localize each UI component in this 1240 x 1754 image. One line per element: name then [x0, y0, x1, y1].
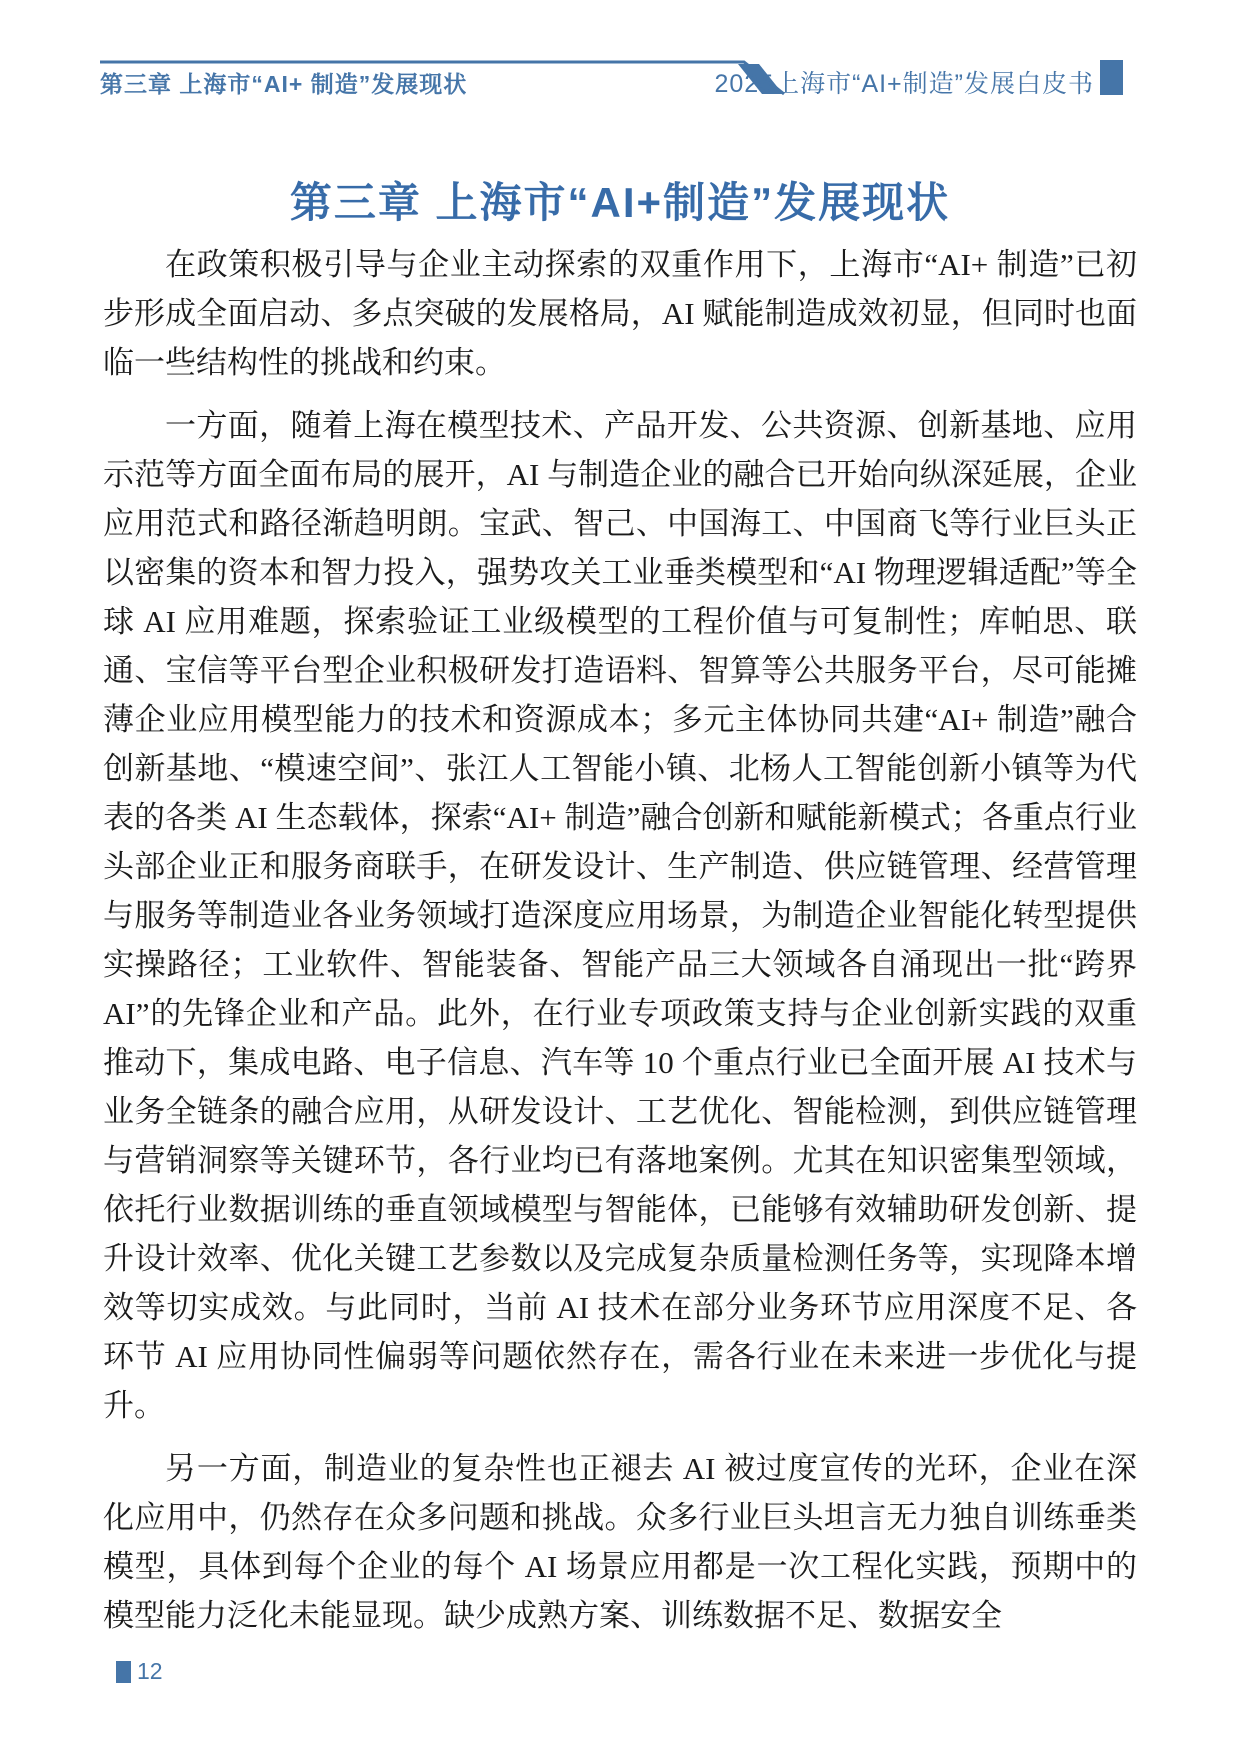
footer-accent-square	[116, 1661, 131, 1683]
header-accent-square	[1100, 60, 1123, 95]
header-chapter-title: 第三章 上海市“AI+ 制造”发展现状	[100, 71, 468, 97]
page-title: 第三章 上海市“AI+制造”发展现状	[289, 179, 951, 227]
page-number: 12	[137, 1658, 163, 1684]
footer	[116, 1658, 163, 1685]
body-paragraph-3: 另一方面，制造业的复杂性也正褪去 AI 被过度宣传的光环，企业在深化应用中，仍然存在众多问题和挑战。众多行业巨头坦言无力独自训练垂类模型，具体到每个企业的每个 AI 场景应用都是一次工程化实践，预期中的模型能力泛化未能显现。缺少成熟方案、训练数据不足、数据安全	[103, 1451, 1137, 1633]
body-paragraph-1: 在政策积极引导与企业主动探索的双重作用下，上海市“AI+ 制造”已初步形成全面启动、多点突破的发展格局，AI 赋能制造成效初显，但同时也面临一些结构性的挑战和约束。	[103, 247, 1137, 380]
header-document-title: 2025上海市“AI+制造”发展白皮书	[714, 70, 1094, 98]
body-paragraph-2: 一方面，随着上海在模型技术、产品开发、公共资源、创新基地、应用示范等方面全面布局的展开，AI 与制造企业的融合已开始向纵深延展，企业应用范式和路径渐趋明朗。宝武、智己、中国海工、中国商飞等行业巨头正以密集的资本和智力投入，强势攻关工业垂类模型和“AI 物理逻辑适配”等全球 AI 应用难题，探索验证工业级模型的工程价值与可复制性；库帕思、联通、宝信等平台型企业积极研发打造语料、智算等公共服务平台，尽可能摊薄企业应用模型能力的技术和资源成本；多元主体协同共建“AI+ 制造”融合创新基地、“模速空间”、张江人工智能小镇、北杨人工智能创新小镇等为代表的各类 AI 生态载体，探索“AI+ 制造”融合创新和赋能新模式；各重点行业头部企业正和服务商联手，在研发设计、生产制造、供应链管理、经营管理与服务等制造业各业务领域打造深度应用场景，为制造企业智能化转型提供实操路径；工业软件、智能装备、智能产品三大领域各自涌现出一批“跨界 AI”的先锋企业和产品。此外，在行业专项政策支持与企业创新实践的双重推动下，集成电路、电子信息、汽车等 10 个重点行业已全面开展 AI 技术与业务全链条的融合应用，从研发设计、工艺优化、智能检测，到供应链管理与营销洞察等关键环节，各行业均已有落地案例。尤其在知识密集型领域，依托行业数据训练的垂直领域模型与智能体，已能够有效辅助研发创新、提升设计效率、优化关键工艺参数以及完成复杂质量检测任务等，实现降本增效等切实成效。与此同时，当前 AI 技术在部分业务环节应用深度不足、各环节 AI 应用协同性偏弱等问题依然存在，需各行业在未来进一步优化与提升。	[103, 408, 1137, 1423]
body-text-block	[103, 240, 1137, 1654]
